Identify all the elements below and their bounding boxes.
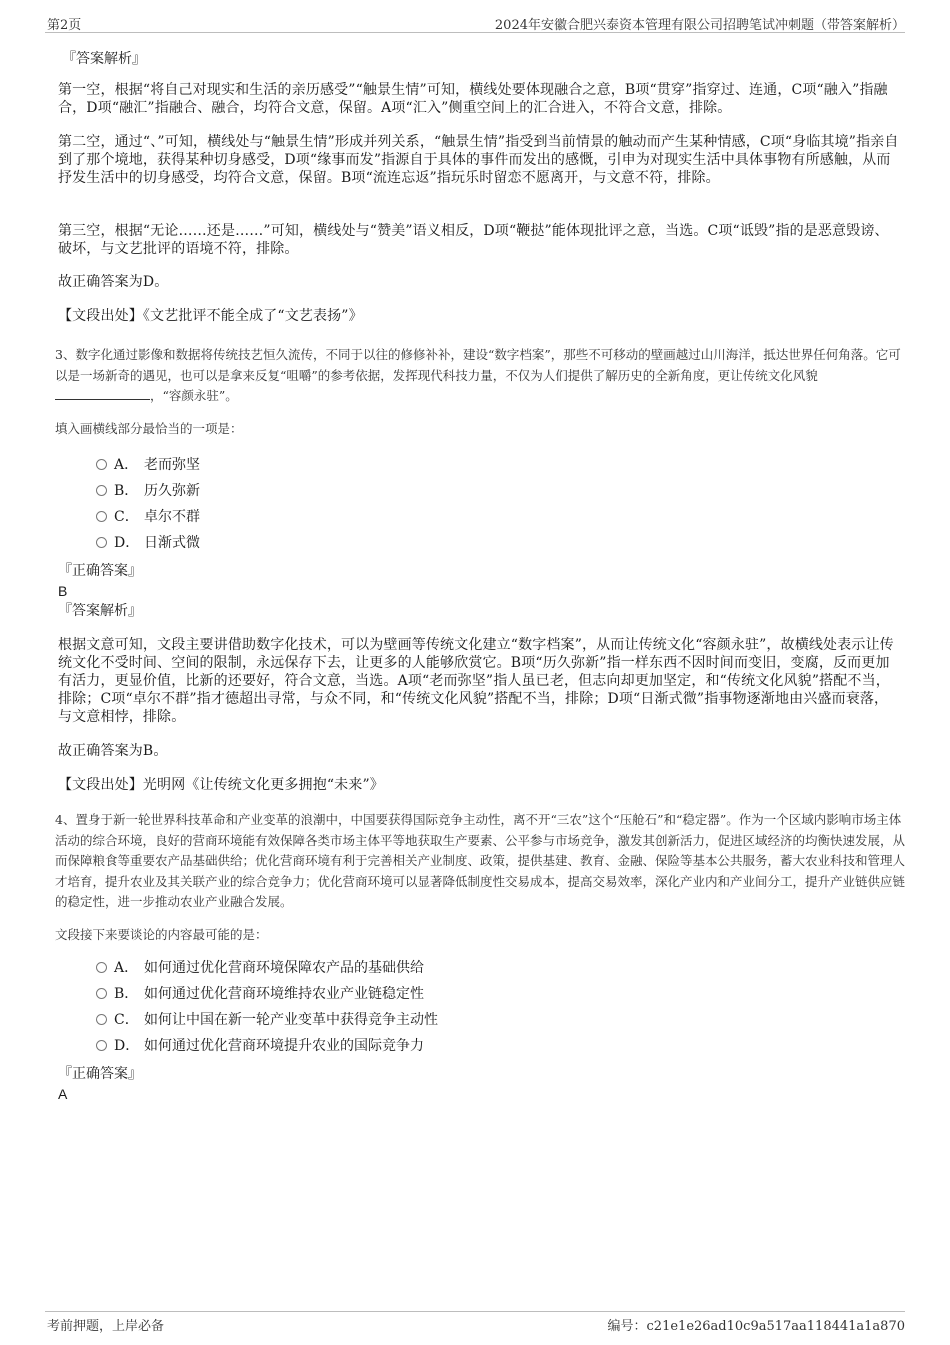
q4-option-d[interactable]: D． 如何通过优化营商环境提升农业的国际竞争力: [96, 1036, 424, 1056]
q3-analysis: 根据文意可知，文段主要讲借助数字化技术，可以为壁画等传统文化建立“数字档案”，从而让传统文化“容颜永驻”，故横线处表示让传统文化不受时间、空间的限制，永远保存下去，让更多的人能够欣赏它。B项“历久弥新”指一样东西不因时间而变旧，变腐，反而更加有活力，更显价值，比新的还要好，符合文意，当选。A项“老而弥坚”指人虽已老，但志向却更加坚定，和“传统文化风貌”搭配不当，排除；C项“卓尔不群”指才德超出寻常，与众不同，和“传统文化风貌”搭配不当，排除；D项“日渐式微”指事物逐渐地由兴盛而衰落，与文意相悖，排除。: [58, 637, 894, 725]
q3-answer-label: 『正确答案』: [58, 563, 142, 579]
q2-analysis-label: 『答案解析』: [62, 51, 146, 67]
document-title: 2024年安徽合肥兴泰资本管理有限公司招聘笔试冲刺题（带答案解析）: [494, 18, 905, 33]
q3-answer: B: [58, 583, 68, 599]
q3-conclusion: 故正确答案为B。: [58, 743, 168, 759]
q4-answer-label: 『正确答案』: [58, 1066, 142, 1082]
radio-icon[interactable]: [96, 537, 107, 548]
page-header: [45, 10, 905, 33]
page-number: 第2页: [47, 18, 82, 33]
radio-icon[interactable]: [96, 459, 107, 470]
q4-option-b[interactable]: B． 如何通过优化营商环境维持农业产业链稳定性: [96, 984, 424, 1004]
q3-option-b[interactable]: B． 历久弥新: [96, 481, 200, 501]
q4-prompt: 文段接下来要谈论的内容最可能的是：: [55, 927, 268, 942]
q2-conclusion: 故正确答案为D。: [58, 274, 169, 290]
radio-icon[interactable]: [96, 511, 107, 522]
q2-source: 【文段出处】《文艺批评不能全成了“文艺表扬”》: [58, 308, 363, 324]
q4-answer: A: [58, 1086, 68, 1102]
q3-option-c[interactable]: C． 卓尔不群: [96, 507, 200, 527]
radio-icon[interactable]: [96, 1040, 107, 1051]
q3-prompt: 填入画横线部分最恰当的一项是：: [55, 421, 243, 436]
page-footer: [45, 1311, 905, 1334]
q4-option-c[interactable]: C． 如何让中国在新一轮产业变革中获得竞争主动性: [96, 1010, 438, 1030]
q4-option-a[interactable]: A． 如何通过优化营商环境保障农产品的基础供给: [96, 958, 424, 978]
q3-option-a[interactable]: A． 老而弥坚: [96, 455, 200, 475]
q2-analysis-para3: 第三空，根据“无论……还是……”可知，横线处与“赞美”语义相反，D项“鞭挞”能体现批评之意，当选。C项“诋毁”指的是恶意毁谤、破坏，与文艺批评的语境不符，排除。: [58, 223, 889, 257]
q3-blank: [55, 387, 150, 400]
q4-stem: 4、置身于新一轮世界科技革命和产业变革的浪潮中，中国要获得国际竞争主动性，离不开“三农”这个“压舱石”和“稳定器”。作为一个区域内影响市场主体活动的综合环境，良好的营商环境能有效保障各类市场主体平等地获取生产要素、公平参与市场竞争，激发其创新活力，促进区域经济的均衡快速发展，从而保障粮食等重要农产品基础供给；优化营商环境有利于完善相关产业制度、政策，提供基建、教育、金融、保险等基本公共服务，蓄大农业科技和管理人才培育，提升农业及其关联产业的综合竞争力；优化营商环境可以显著降低制度性交易成本，提高交易效率，深化产业内和产业间分工，提升产业链供应链的稳定性，进一步推动农业产业融合发展。: [55, 812, 906, 909]
q3-stem: 3、数字化通过影像和数据将传统技艺恒久流传，不同于以往的修修补补，建设“数字档案”，那些不可移动的壁画越过山川海洋，抵达世界任何角落。它可以是一场新奇的遇见，也可以是拿来反复“咀嚼”的参考依据，发挥现代科技力量，不仅为人们提供了解历史的全新角度，更让传统文化风貌 ，“容颜永驻”。: [55, 347, 901, 403]
radio-icon[interactable]: [96, 1014, 107, 1025]
q3-analysis-label: 『答案解析』: [58, 603, 142, 619]
document-code: 编号：c21e1e26ad10c9a517aa118441a1a870: [607, 1319, 905, 1334]
q2-analysis-para1: 第一空，根据“将自己对现实和生活的亲历感受”“触景生情”可知，横线处要体现融合之意，B项“贯穿”指穿过、连通，C项“融入”指融合，D项“融汇”指融合、融合，均符合文意，保留。A项“汇入”侧重空间上的汇合进入，不符合文意，排除。: [58, 82, 888, 116]
radio-icon[interactable]: [96, 988, 107, 999]
radio-icon[interactable]: [96, 962, 107, 973]
footer-slogan: 考前押题，上岸必备: [47, 1319, 165, 1334]
q3-option-d[interactable]: D． 日渐式微: [96, 533, 200, 553]
radio-icon[interactable]: [96, 485, 107, 496]
q2-analysis-para2: 第二空，通过“、”可知，横线处与“触景生情”形成并列关系，“触景生情”指受到当前情景的触动而产生某种情感，C项“身临其境”指亲自到了那个境地，获得某种切身感受，D项“缘事而发”指源自于具体的事件而发出的感慨，引申为对现实生活中具体事物有所感触，从而抒发生活中的切身感受，均符合文意，保留。B项“流连忘返”指玩乐时留恋不愿离开，与文意不符，排除。: [58, 134, 899, 186]
q3-source: 【文段出处】光明网《让传统文化更多拥抱“未来”》: [58, 777, 384, 793]
